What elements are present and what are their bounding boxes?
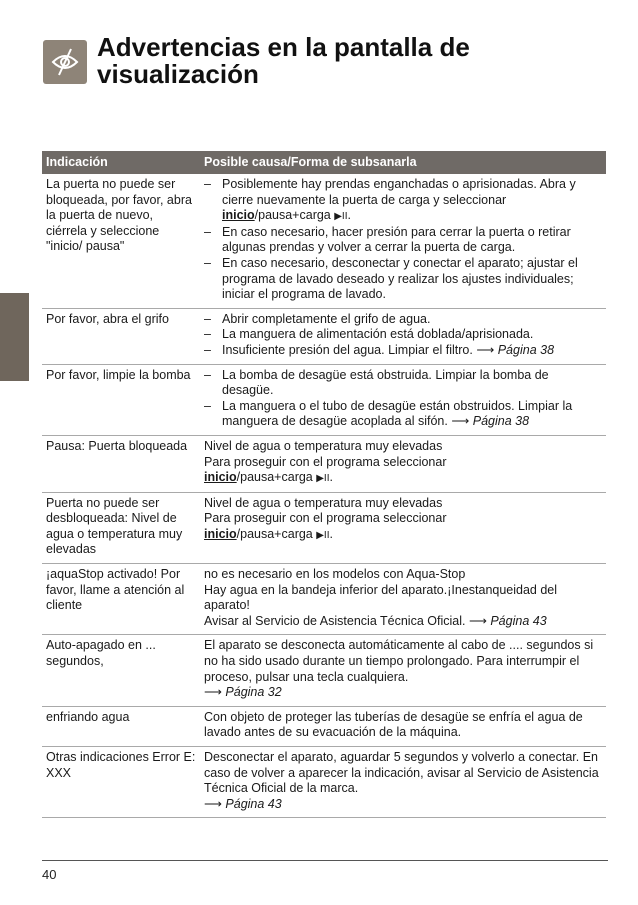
remedy-item	[204, 225, 602, 256]
cause-line	[204, 710, 602, 741]
cause-line	[204, 527, 602, 544]
display-warning-icon	[43, 40, 87, 84]
remedy-text: Abrir completamente el grifo de agua.	[222, 311, 431, 326]
cause-line	[204, 470, 602, 487]
arrow-icon: ⟶	[451, 414, 470, 429]
remedy-item	[204, 327, 602, 343]
remedy-text: Posiblemente hay prendas enganchadas o aprisionadas. Abra y cierre nuevamente la puerta de carga y seleccionar	[222, 177, 576, 207]
section-side-tab	[0, 293, 29, 381]
cause-cell	[200, 492, 606, 563]
table-row	[42, 364, 606, 435]
cause-line	[204, 614, 602, 630]
dash-bullet: –	[204, 311, 211, 326]
table-row	[42, 635, 606, 706]
table-row	[42, 435, 606, 492]
remedy-text: La manguera de alimentación está doblada/aprisionada.	[222, 327, 534, 342]
cause-cell	[200, 435, 606, 492]
remedy-text: La manguera o el tubo de desagüe están obstruidos. Limpiar la manguera de desagüe acoplada al sifón.	[222, 398, 573, 429]
cause-cell	[200, 635, 606, 706]
remedy-text: En caso necesario, desconectar y conectar el aparato; ajustar el programa de lavado deseado y realizar los ajustes individuales; iniciar el programa de lavado.	[222, 255, 578, 302]
dash-bullet: –	[204, 398, 211, 413]
table-row	[42, 308, 606, 364]
remedy-item	[204, 368, 602, 399]
key-label-rest: /pausa+carga	[236, 526, 317, 541]
page-reference: Página 38	[497, 342, 555, 357]
indication-cell: Puerta no puede ser desbloqueada: Nivel de agua o temperatura muy elevadas	[42, 492, 200, 563]
start-key-label: inicio	[222, 208, 255, 223]
dash-bullet: –	[204, 177, 211, 191]
play-pause-icon: ▶II	[334, 211, 348, 223]
indication-cell: Pausa: Puerta bloqueada	[42, 435, 200, 492]
column-header-indication: Indicación	[42, 151, 200, 174]
remedy-item	[204, 256, 602, 303]
start-key-label: inicio	[204, 526, 237, 541]
table-row	[42, 492, 606, 563]
title-line-1: Advertencias en la pantalla de	[97, 32, 470, 62]
cause-cell	[200, 564, 606, 635]
play-pause-icon: ▶II	[316, 529, 330, 541]
table-row	[42, 706, 606, 746]
cause-line	[204, 496, 602, 512]
indication-cell: Auto-apagado en ... segundos,	[42, 635, 200, 706]
arrow-icon: ⟶	[476, 342, 495, 357]
column-header-cause: Posible causa/Forma de subsanarla	[200, 151, 606, 174]
period: .	[347, 208, 351, 223]
table-body	[42, 174, 606, 818]
cause-cell	[200, 747, 606, 818]
remedy-item	[204, 177, 602, 225]
cause-line	[204, 511, 602, 527]
cause-cell	[200, 308, 606, 364]
key-label-rest: /pausa+carga	[254, 208, 335, 223]
page-reference: Página 43	[490, 613, 547, 628]
title-line-2: visualización	[97, 59, 259, 89]
warnings-table	[42, 151, 606, 818]
arrow-icon: ⟶	[468, 613, 487, 628]
cause-text: Para proseguir con el programa seleccionar	[204, 454, 447, 469]
cause-cell	[200, 364, 606, 435]
cause-text: Avisar al Servicio de Asistencia Técnica Oficial.	[204, 613, 469, 628]
cause-text: no es necesario en los modelos con Aqua-Stop	[204, 567, 466, 582]
cause-line	[204, 439, 602, 455]
remedy-text: La bomba de desagüe está obstruida. Limpiar la bomba de desagüe.	[222, 367, 549, 398]
cause-line	[204, 685, 602, 701]
cause-line	[204, 583, 602, 614]
dash-bullet: –	[204, 342, 211, 357]
indication-cell: Por favor, limpie la bomba	[42, 364, 200, 435]
cause-line	[204, 797, 602, 813]
remedy-text: Insuficiente presión del agua. Limpiar el filtro.	[222, 342, 477, 357]
indication-cell: La puerta no puede ser bloqueada, por favor, abra la puerta de nuevo, ciérrela y seleccione "inicio/ pausa"	[42, 174, 200, 308]
indication-cell: enfriando agua	[42, 706, 200, 746]
cause-line	[204, 638, 602, 685]
indication-cell: ¡aquaStop activado! Por favor, llame a atención al cliente	[42, 564, 200, 635]
page-title	[97, 34, 557, 88]
cause-text: El aparato se desconecta automáticamente al cabo de .... segundos si no ha sido usado durante un tiempo prolongado. Para interrumpir el proceso, pulsar una tecla cualquiera.	[204, 638, 594, 684]
indication-cell: Por favor, abra el grifo	[42, 308, 200, 364]
period: .	[329, 470, 333, 485]
arrow-icon: ⟶	[204, 685, 222, 700]
cause-line	[204, 567, 602, 583]
cause-line	[204, 455, 602, 471]
cause-text: Para proseguir con el programa seleccionar	[204, 511, 447, 526]
cause-text: Con objeto de proteger las tuberías de desagüe se enfría el agua de lavado antes de su evacuación de la máquina.	[204, 709, 583, 740]
remedy-item	[204, 312, 602, 328]
cause-cell	[200, 174, 606, 308]
cause-line	[204, 750, 602, 797]
period: .	[329, 526, 333, 541]
key-label-rest: /pausa+carga	[236, 470, 317, 485]
dash-bullet: –	[204, 327, 211, 342]
table-row	[42, 747, 606, 818]
page-number: 40	[42, 867, 57, 882]
page-reference: Página 32	[225, 685, 282, 700]
cause-text: Nivel de agua o temperatura muy elevadas	[204, 495, 443, 510]
dash-bullet: –	[204, 367, 211, 382]
page-reference: Página 43	[225, 796, 282, 811]
indication-cell: Otras indicaciones Error E: XXX	[42, 747, 200, 818]
remedy-text: En caso necesario, hacer presión para cerrar la puerta o retirar algunas prendas y volver a cerrar la puerta de carga.	[222, 224, 571, 255]
start-key-label: inicio	[204, 470, 237, 485]
page-reference: Página 38	[472, 414, 530, 429]
table-row	[42, 174, 606, 308]
arrow-icon: ⟶	[204, 796, 222, 811]
remedy-item	[204, 399, 602, 430]
table-row	[42, 564, 606, 635]
dash-bullet: –	[204, 224, 211, 239]
cause-text: Desconectar el aparato, aguardar 5 segundos y volverlo a conectar. En caso de volver a aparecer la indicación, avisar al Servicio de Asistencia Técnica Oficial de la marca.	[204, 750, 599, 796]
cause-text: Nivel de agua o temperatura muy elevadas	[204, 438, 443, 453]
cause-text: Hay agua en la bandeja inferior del aparato.¡Inestanqueidad del aparato!	[204, 582, 558, 613]
play-pause-icon: ▶II	[316, 473, 330, 485]
cause-cell	[200, 706, 606, 746]
footer-rule	[42, 860, 608, 861]
remedy-item	[204, 343, 602, 359]
dash-bullet: –	[204, 255, 211, 270]
table-header-row	[42, 151, 606, 174]
